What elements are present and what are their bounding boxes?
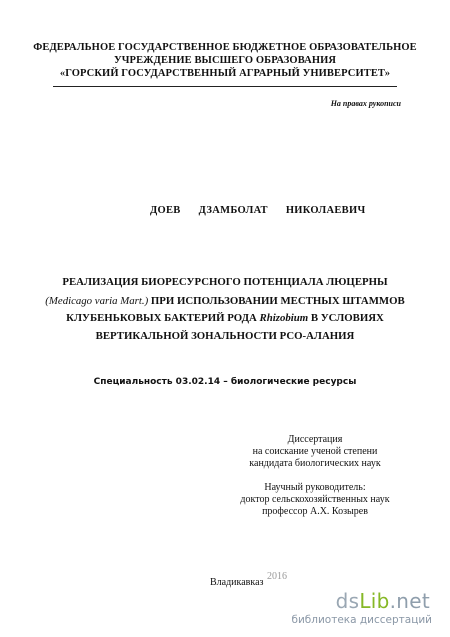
specialty: Специальность 03.02.14 – биологические ресурсы <box>93 377 357 387</box>
degree-line-2: на соискание ученой степени <box>252 446 378 457</box>
city: Владикавказ <box>210 577 264 588</box>
rights-note: На правах рукописи <box>330 99 401 108</box>
year: 2016 <box>267 571 287 582</box>
title-line-3: КЛУБЕНЬКОВЫХ БАКТЕРИЙ РОДА Rhizobium В УСЛОВИЯХ <box>66 312 384 324</box>
degree-line-3: кандидата биологических наук <box>249 458 381 469</box>
title-line-1: РЕАЛИЗАЦИЯ БИОРЕСУРСНОГО ПОТЕНЦИАЛА ЛЮЦЕРНЫ <box>62 276 388 288</box>
header-divider <box>53 86 397 87</box>
supervisor-line-2: доктор сельскохозяйственных наук <box>240 494 390 505</box>
institution-line-3: «ГОРСКИЙ ГОСУДАРСТВЕННЫЙ АГРАРНЫЙ УНИВЕРСИТЕТ» <box>59 68 391 79</box>
title-latin-species: Medicago varia Mart. <box>48 295 145 307</box>
institution-line-1: ФЕДЕРАЛЬНОЕ ГОСУДАРСТВЕННОЕ БЮДЖЕТНОЕ ОБРАЗОВАТЕЛЬНОЕ <box>33 42 417 53</box>
supervisor-line-3: профессор А.Х. Козырев <box>262 506 368 517</box>
watermark-logo: dsLib.net <box>335 589 430 613</box>
title-line-2: (Medicago varia Mart.) ПРИ ИСПОЛЬЗОВАНИИ МЕСТНЫХ ШТАММОВ <box>45 295 405 307</box>
author-last-name: ДОЕВ <box>150 205 181 216</box>
institution-line-2: УЧРЕЖДЕНИЕ ВЫСШЕГО ОБРАЗОВАНИЯ <box>113 55 337 66</box>
degree-line-1: Диссертация <box>287 434 343 445</box>
title-line-4: ВЕРТИКАЛЬНОЙ ЗОНАЛЬНОСТИ РСО-АЛАНИЯ <box>95 330 355 342</box>
watermark-subtitle: библиотека диссертаций <box>291 614 432 626</box>
author-middle-name: НИКОЛАЕВИЧ <box>285 205 366 216</box>
title-latin-genus: Rhizobium <box>259 312 309 324</box>
supervisor-line-1: Научный руководитель: <box>264 482 366 493</box>
author-name <box>150 205 365 216</box>
watermark <box>238 589 438 633</box>
author-first-name: ДЗАМБОЛАТ <box>198 205 268 216</box>
